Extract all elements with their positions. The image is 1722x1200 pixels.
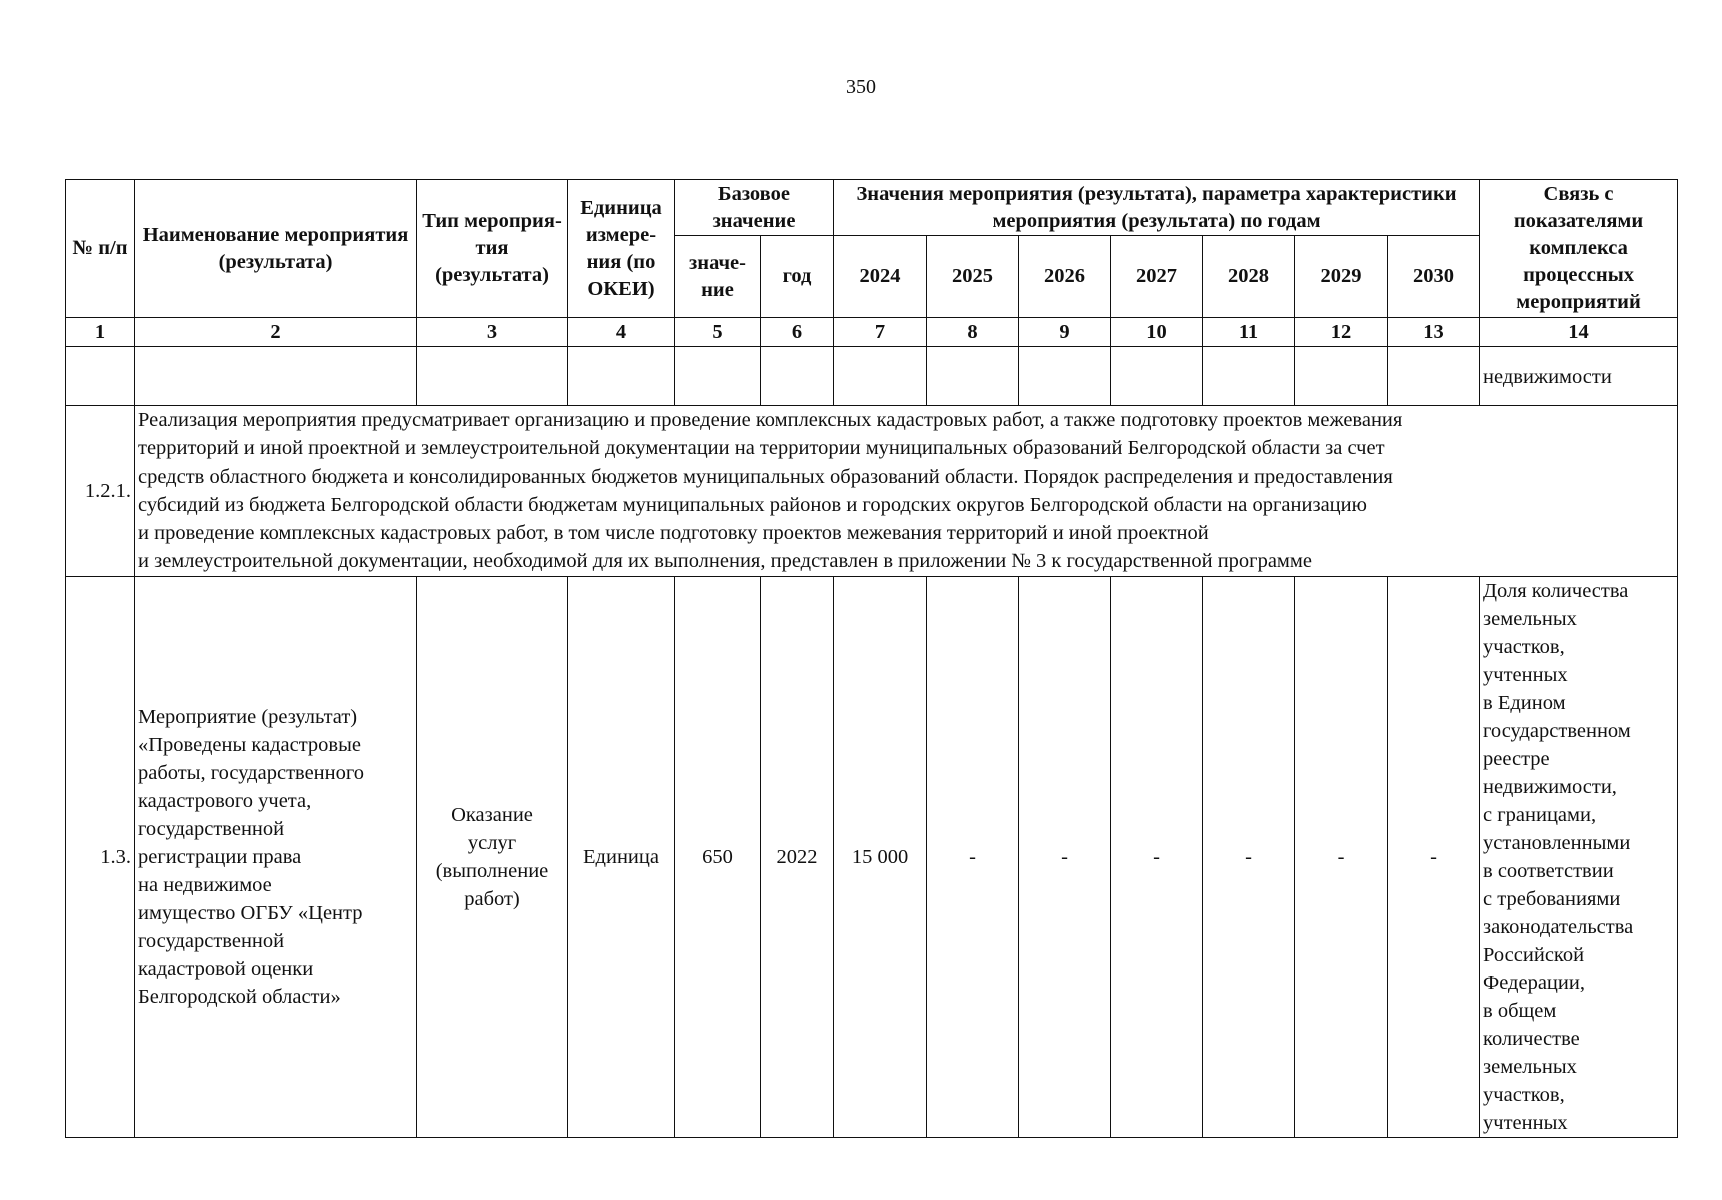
column-number: 3: [417, 318, 568, 347]
column-number: 2: [135, 318, 417, 347]
year-value: 15 000: [834, 576, 927, 1137]
year-value: -: [1203, 576, 1295, 1137]
empty-cell: [927, 347, 1019, 406]
description-row: [66, 406, 1678, 577]
column-number: 8: [927, 318, 1019, 347]
empty-cell: [761, 347, 834, 406]
page-number: 350: [846, 76, 876, 98]
measure-type: Оказание услуг (выполнение работ): [417, 576, 568, 1137]
link-cell: недвижимости: [1480, 347, 1678, 406]
year-value: -: [1388, 576, 1480, 1137]
column-number: 4: [568, 318, 675, 347]
empty-cell: [1203, 347, 1295, 406]
column-number: 12: [1295, 318, 1388, 347]
empty-cell: [834, 347, 927, 406]
base-year: 2022: [761, 576, 834, 1137]
column-number: 1: [66, 318, 135, 347]
year-value: -: [1111, 576, 1203, 1137]
row-index: 1.3.: [66, 576, 135, 1137]
header-row-1: [66, 180, 1678, 236]
measure-row: [66, 576, 1678, 1137]
header-year: 2030: [1388, 236, 1480, 318]
base-value: 650: [675, 576, 761, 1137]
column-number: 10: [1111, 318, 1203, 347]
header-year: 2027: [1111, 236, 1203, 318]
empty-cell: [1019, 347, 1111, 406]
header-base: Базовое значение: [675, 180, 834, 236]
year-value: -: [1019, 576, 1111, 1137]
header-year: 2029: [1295, 236, 1388, 318]
year-value: -: [927, 576, 1019, 1137]
measures-table: [65, 179, 1678, 1138]
column-number: 5: [675, 318, 761, 347]
empty-cell: [417, 347, 568, 406]
header-type: Тип мероприя-тия (результата): [417, 180, 568, 318]
header-year: 2026: [1019, 236, 1111, 318]
header-base-year: год: [761, 236, 834, 318]
header-link: Связь с показателями комплекса процессных мероприятий: [1480, 180, 1678, 318]
column-number-row: [66, 318, 1678, 347]
measure-unit: Единица: [568, 576, 675, 1137]
measure-name: Мероприятие (результат) «Проведены кадастровые работы, государственного кадастрового учета, государственной регистрации права на недвижимое имущество ОГБУ «Центр государственной кадастровой оценки Белгородской области»: [135, 576, 417, 1137]
column-number: 6: [761, 318, 834, 347]
column-number: 7: [834, 318, 927, 347]
empty-cell: [1111, 347, 1203, 406]
header-name: Наименование мероприятия (результата): [135, 180, 417, 318]
empty-cell: [568, 347, 675, 406]
header-year: 2028: [1203, 236, 1295, 318]
row-index: 1.2.1.: [66, 406, 135, 577]
header-num: № п/п: [66, 180, 135, 318]
description-text: Реализация мероприятия предусматривает организацию и проведение комплексных кадастровых работ, а также подготовку проектов межевания территорий и иной проектной и землеустроительной документации на территории муниципальных образований Белгородской области за счет средств областного бюджета и консолидированных бюджетов муниципальных образований области. Порядок распределения и предоставления субсидий из бюджета Белгородской области бюджетам муниципальных районов и городских округов Белгородской области на организацию и проведение комплексных кадастровых работ, в том числе подготовку проектов межевания территорий и иной проектной и землеустроительной документации, необходимой для их выполнения, представлен в приложении № 3 к государственной программе: [135, 406, 1678, 577]
continuation-row: [66, 347, 1678, 406]
column-number: 14: [1480, 318, 1678, 347]
column-number: 11: [1203, 318, 1295, 347]
year-value: -: [1295, 576, 1388, 1137]
empty-cell: [1295, 347, 1388, 406]
header-unit: Единица измере-ния (по ОКЕИ): [568, 180, 675, 318]
empty-cell: [675, 347, 761, 406]
empty-cell: [66, 347, 135, 406]
column-number: 9: [1019, 318, 1111, 347]
header-year: 2024: [834, 236, 927, 318]
header-values: Значения мероприятия (результата), параметра характеристики мероприятия (результата) по годам: [834, 180, 1480, 236]
empty-cell: [1388, 347, 1480, 406]
column-number: 13: [1388, 318, 1480, 347]
empty-cell: [135, 347, 417, 406]
link-cell: Доля количества земельных участков, учтенных в Едином государственном реестре недвижимости, с границами, установленными в соответствии с требованиями законодательства Российской Федерации, в общем количестве земельных участков, учтенных: [1480, 576, 1678, 1137]
header-year: 2025: [927, 236, 1019, 318]
header-base-value: значе-ние: [675, 236, 761, 318]
